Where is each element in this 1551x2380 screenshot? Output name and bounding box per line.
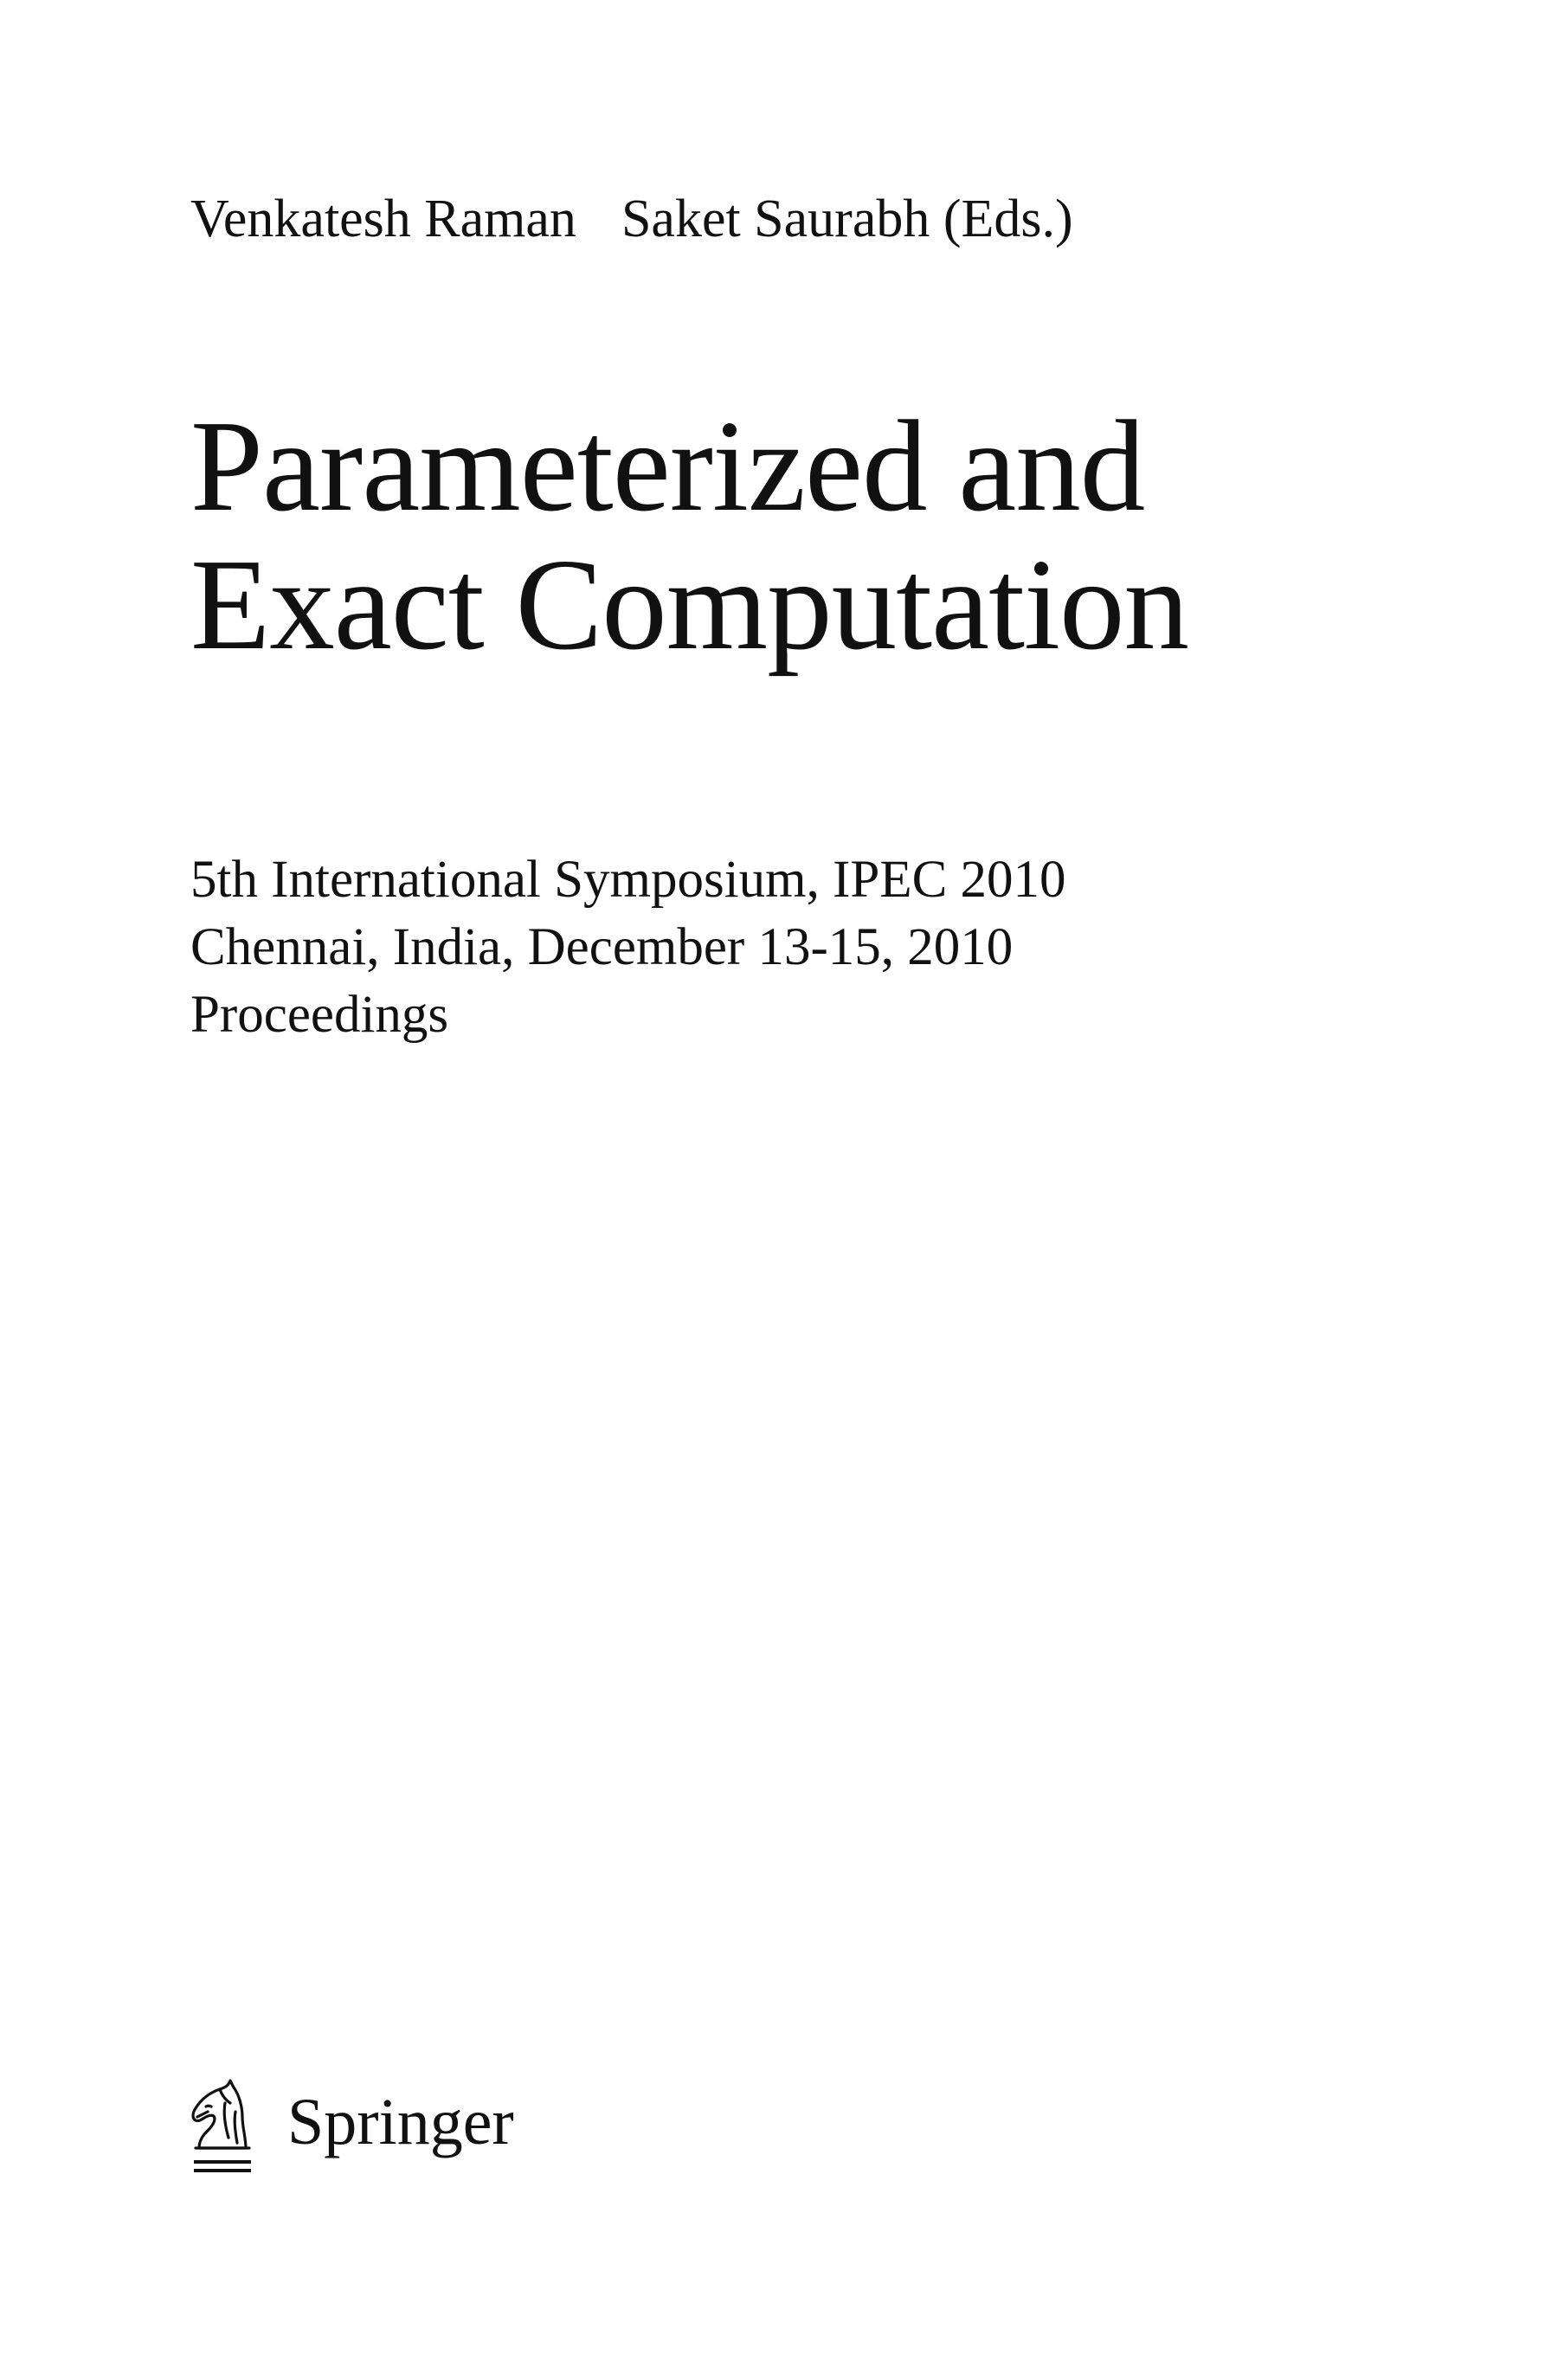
- subtitle-line-1: 5th International Symposium, IPEC 2010: [190, 851, 1066, 909]
- publisher-name: Springer: [287, 2086, 514, 2158]
- subtitle-line-3: Proceedings: [190, 986, 449, 1044]
- chess-knight-icon: [185, 2077, 260, 2177]
- book-title-line-1: Parameterized and: [190, 393, 1145, 538]
- subtitle-line-2: Chennai, India, December 13-15, 2010: [190, 918, 1014, 976]
- publisher-imprint: [185, 2077, 583, 2190]
- editors-line: [190, 192, 1073, 246]
- editor-name-2: Saket Saurabh (Eds.): [621, 190, 1073, 248]
- editor-name-1: Venkatesh Raman: [190, 190, 576, 248]
- book-title: [190, 393, 1189, 677]
- book-subtitle: [190, 846, 1066, 1049]
- book-title-line-2: Exact Computation: [190, 531, 1189, 677]
